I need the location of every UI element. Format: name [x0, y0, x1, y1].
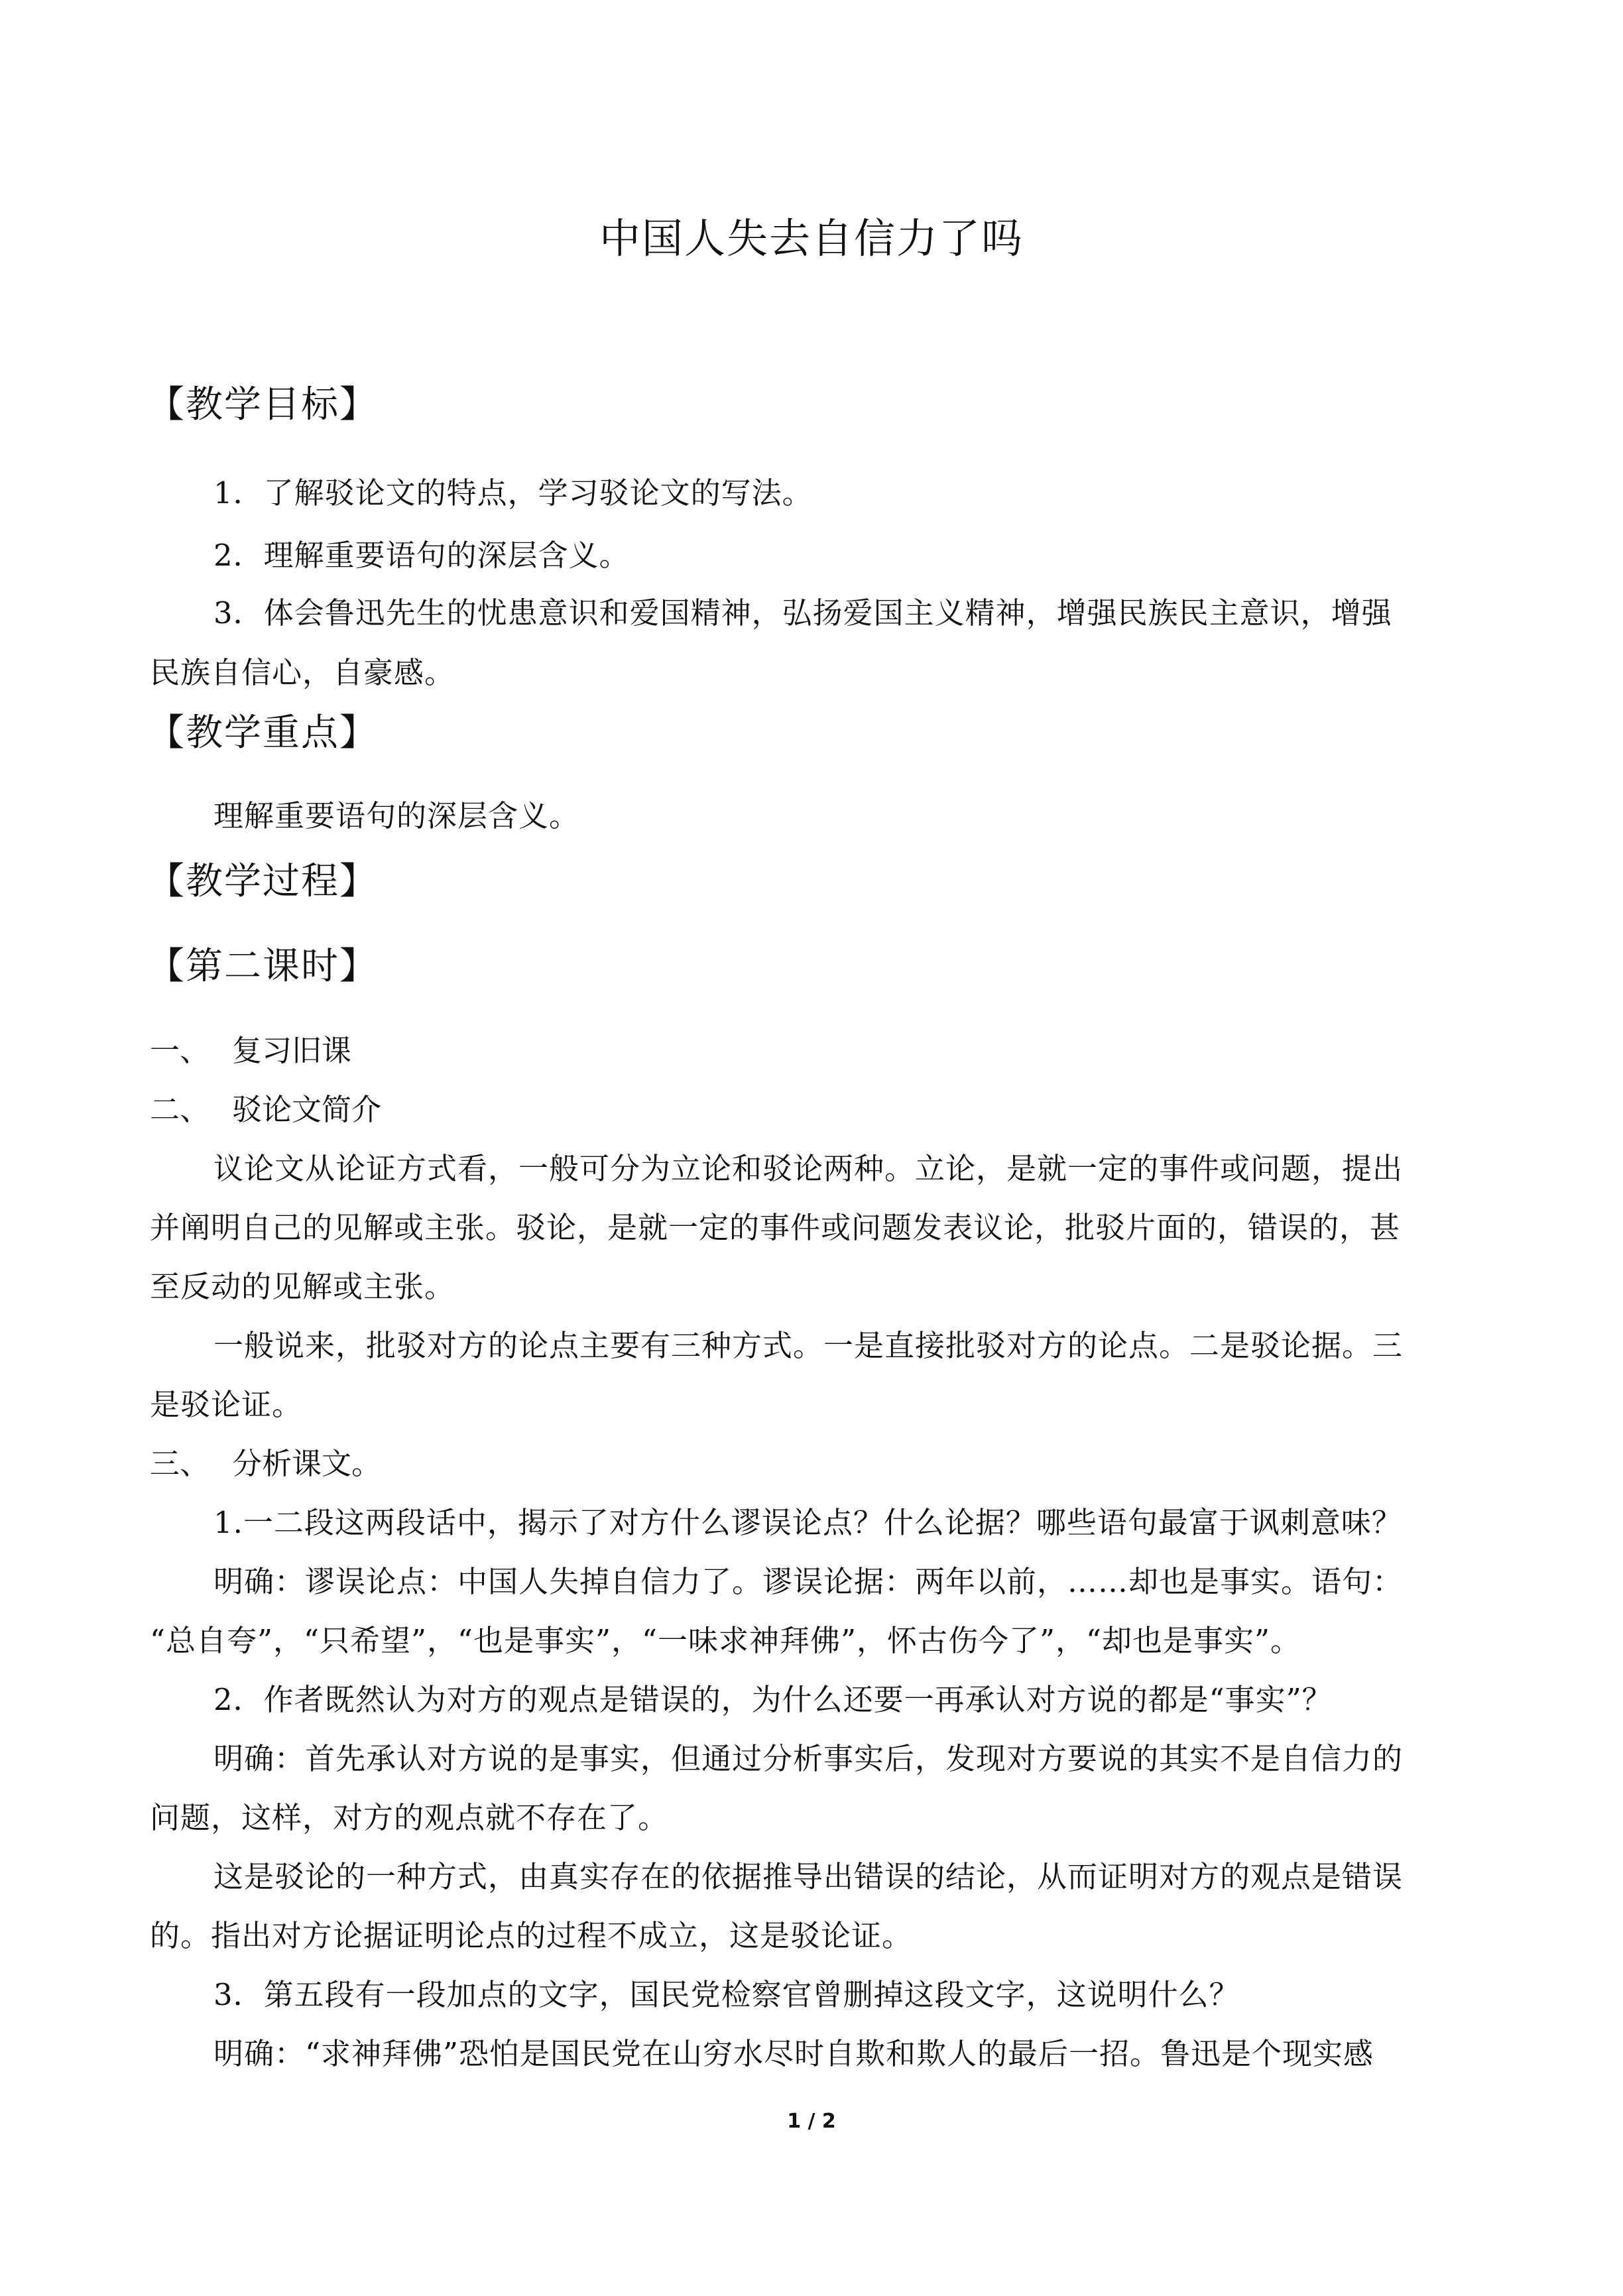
document-title: 中国人失去自信力了吗	[599, 214, 1024, 263]
intro-paragraph-1-line-1: 议论文从论证方式看，一般可分为立论和驳论两种。立论，是就一定的事件或问题，提出	[213, 1151, 1404, 1186]
section-heading-key-point: 【教学重点】	[147, 711, 378, 755]
objective-item-3-line-2: 民族自信心，自豪感。	[150, 655, 455, 690]
analysis-extra-2-line-1: 这是驳论的一种方式，由真实存在的依据推导出错误的结论，从而证明对方的观点是错误	[213, 1859, 1404, 1894]
analysis-question-2: 2．作者既然认为对方的观点是错误的，为什么还要一再承认对方说的都是“事实”？	[213, 1682, 1333, 1717]
objective-item-2: 2．理解重要语句的深层含义。	[213, 538, 630, 573]
section-heading-lesson: 【第二课时】	[147, 945, 378, 988]
section-heading-process: 【教学过程】	[147, 860, 378, 903]
page-number: 1 / 2	[787, 2110, 836, 2133]
analysis-answer-2-line-2: 问题，这样，对方的观点就不存在了。	[150, 1800, 669, 1835]
analysis-question-3: 3．第五段有一段加点的文字，国民党检察官曾删掉这段文字，这说明什么？	[213, 1977, 1240, 2012]
outline-number-3: 三、	[150, 1446, 210, 1481]
outline-text-2: 驳论文简介	[232, 1092, 382, 1127]
objective-item-1: 1．了解驳论文的特点，学习驳论文的写法。	[213, 475, 813, 511]
analysis-answer-1-line-2: “总自夸”，“只希望”，“也是事实”，“一味求神拜佛”，怀古伤今了”，“却也是事实”。	[150, 1623, 1301, 1658]
outline-number-2: 二、	[150, 1092, 210, 1127]
analysis-question-1: 1.一二段这两段话中，揭示了对方什么谬误论点？什么论据？哪些语句最富于讽刺意味？	[213, 1505, 1402, 1540]
outline-number-1: 一、	[150, 1033, 210, 1068]
analysis-extra-2-line-2: 的。指出对方论据证明论点的过程不成立，这是驳论证。	[150, 1918, 913, 1953]
key-point-text: 理解重要语句的深层含义。	[213, 798, 580, 833]
outline-text-1: 复习旧课	[232, 1033, 352, 1068]
intro-paragraph-1-line-3: 至反动的见解或主张。	[150, 1269, 455, 1304]
section-heading-objectives: 【教学目标】	[147, 383, 378, 426]
analysis-answer-2-line-1: 明确：首先承认对方说的是事实，但通过分析事实后，发现对方要说的其实不是自信力的	[213, 1741, 1404, 1776]
intro-paragraph-2-line-2: 是驳论证。	[150, 1387, 303, 1422]
outline-text-3: 分析课文。	[232, 1446, 382, 1481]
objective-item-3-line-1: 3．体会鲁迅先生的忧患意识和爱国精神，弘扬爱国主义精神，增强民族民主意识，增强	[213, 595, 1392, 631]
intro-paragraph-1-line-2: 并阐明自己的见解或主张。驳论，是就一定的事件或问题发表议论，批驳片面的，错误的，甚	[150, 1210, 1401, 1245]
intro-paragraph-2-line-1: 一般说来，批驳对方的论点主要有三种方式。一是直接批驳对方的论点。二是驳论据。三	[213, 1328, 1404, 1363]
analysis-answer-1-line-1: 明确：谬误论点：中国人失掉自信力了。谬误论据：两年以前，……却也是事实。语句：	[213, 1564, 1404, 1599]
analysis-answer-3-line-1: 明确：“求神拜佛”恐怕是国民党在山穷水尽时自欺和欺人的最后一招。鲁迅是个现实感	[213, 2036, 1374, 2071]
